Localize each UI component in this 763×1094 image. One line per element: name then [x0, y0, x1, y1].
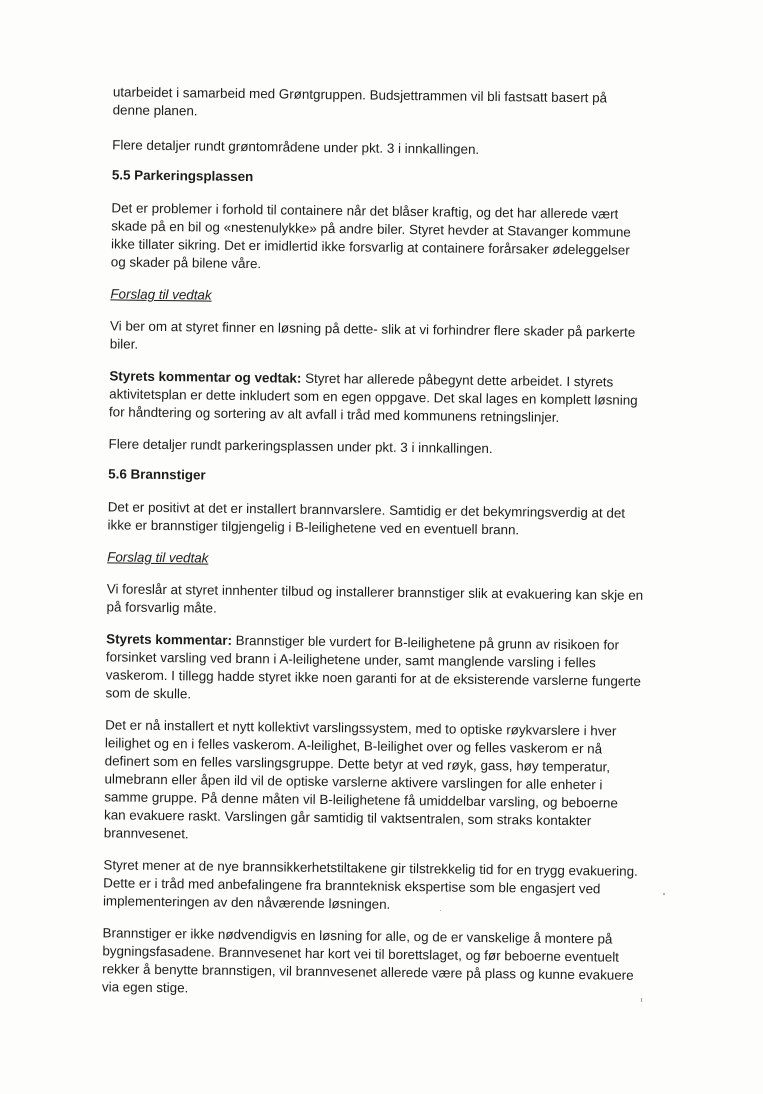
parking-body: Det er problemer i forhold til containere når det blåser kraftig, og det har allerede vært skade på en bil og «nestenulykke» på andre biler. Styret hevder at Stavanger kommune ikke tillater sikring. Det er imidlertid ikke forsvarlig at containere forårsaker ødeleggelser og skader på bilene våre. — [110, 200, 631, 272]
fire-body: Det er positivt at det er installert brannvarslere. Samtidig er det bekymringsverdig at det ikke er brannstiger tilgjengelig i B-leilighetene ved en eventuell brann. — [107, 499, 626, 538]
fire-comment — [105, 630, 643, 709]
fire-proposal-label: Forslag til vedtak — [107, 549, 209, 566]
parking-details: Flere detaljer rundt parkeringsplassen under pkt. 3 i innkallingen. — [108, 436, 493, 457]
fire-comment-text: Brannstiger ble vurdert for B-leilighetene på grunn av risikoen for forsinket varsling ved brann i A-leilighetene under, samt manglende varsling i felles vaskerom. I tillegg hadde styret ikke noen garanti for at de eksisterende varslerne fungerte som de skulle. — [105, 632, 642, 702]
fire-paragraph-4: Brannstiger er ikke nødvendigvis en løsning for alle, og de er vanskelige å montere på bygningsfasadene. Brannvesenet har kort vei til borettslaget, og før beboerne eventuelt rekker å benytte brannstigen, vil brannvesenet allerede være på plass og kunne evakuere via egen stige. — [101, 925, 634, 996]
section-heading-parking: 5.5 Parkeringsplassen — [111, 167, 254, 185]
intro-paragraph: utarbeidet i samarbeid med Grøntgruppen. Budsjettrammen vil bli fastsatt basert på denne planen. — [112, 84, 608, 119]
section-heading-fire-ladders: 5.6 Brannstiger — [108, 466, 206, 483]
parking-proposal: Vi ber om at styret finner en løsning på dette- slik at vi forhindrer flere skader på parkerte biler. — [109, 318, 636, 352]
parking-comment-text: Styret har allerede påbegynt dette arbeidet. I styrets aktivitetsplan er dette inkludert som en egen oppgave. Det skal lages en komplett løsning for håndtering og sortering av alt avfall i tråd med kommunens retningslinjer. — [108, 370, 638, 425]
scan-speck — [440, 910, 441, 911]
parking-comment — [109, 367, 647, 428]
fire-paragraph-3: Styret mener at de nye brannsikkerhetstiltakene gir tilstrekkelig tid for en trygg evakuering. Dette er i tråd med anbefalingene fra brannteknisk ekspertise som ble engasjert ved implementeringen av den nåværende løsningen. — [102, 857, 638, 912]
parking-comment-label: Styrets kommentar og vedtak: — [109, 368, 302, 386]
parking-proposal-label: Forslag til vedtak — [110, 286, 212, 303]
scan-speck — [663, 893, 665, 895]
scan-speck — [641, 998, 642, 1002]
intro-details: Flere detaljer rundt grøntområdene under pkt. 3 i innkallingen. — [112, 137, 480, 157]
fire-comment-label: Styrets kommentar: — [106, 631, 233, 648]
fire-proposal: Vi foreslår at styret innhenter tilbud og installerer brannstiger slik at evakuering kan skje en på forsvarlig måte. — [106, 581, 644, 616]
fire-paragraph-2: Det er nå installert et nytt kollektivt varslingssystem, med to optiske røykvarslere i hver leilighet og en i felles vaskerom. A-leilighet, B-leilighet over og felles vaskerom er nå definert som en felles varslingsgruppe. Dette betyr at ved røyk, gass, høy temperatur, ulmebrann eller åpen ild vil de optiske varslerne aktivere varslingen for alle enheter i samme gruppe. På denne måten vil B-leilighetene få umiddelbar varsling, og beboerne kan evakuere raskt. Varslingen går samtidig til vaktsentralen, som straks kontakter brannvesenet. — [103, 717, 618, 842]
